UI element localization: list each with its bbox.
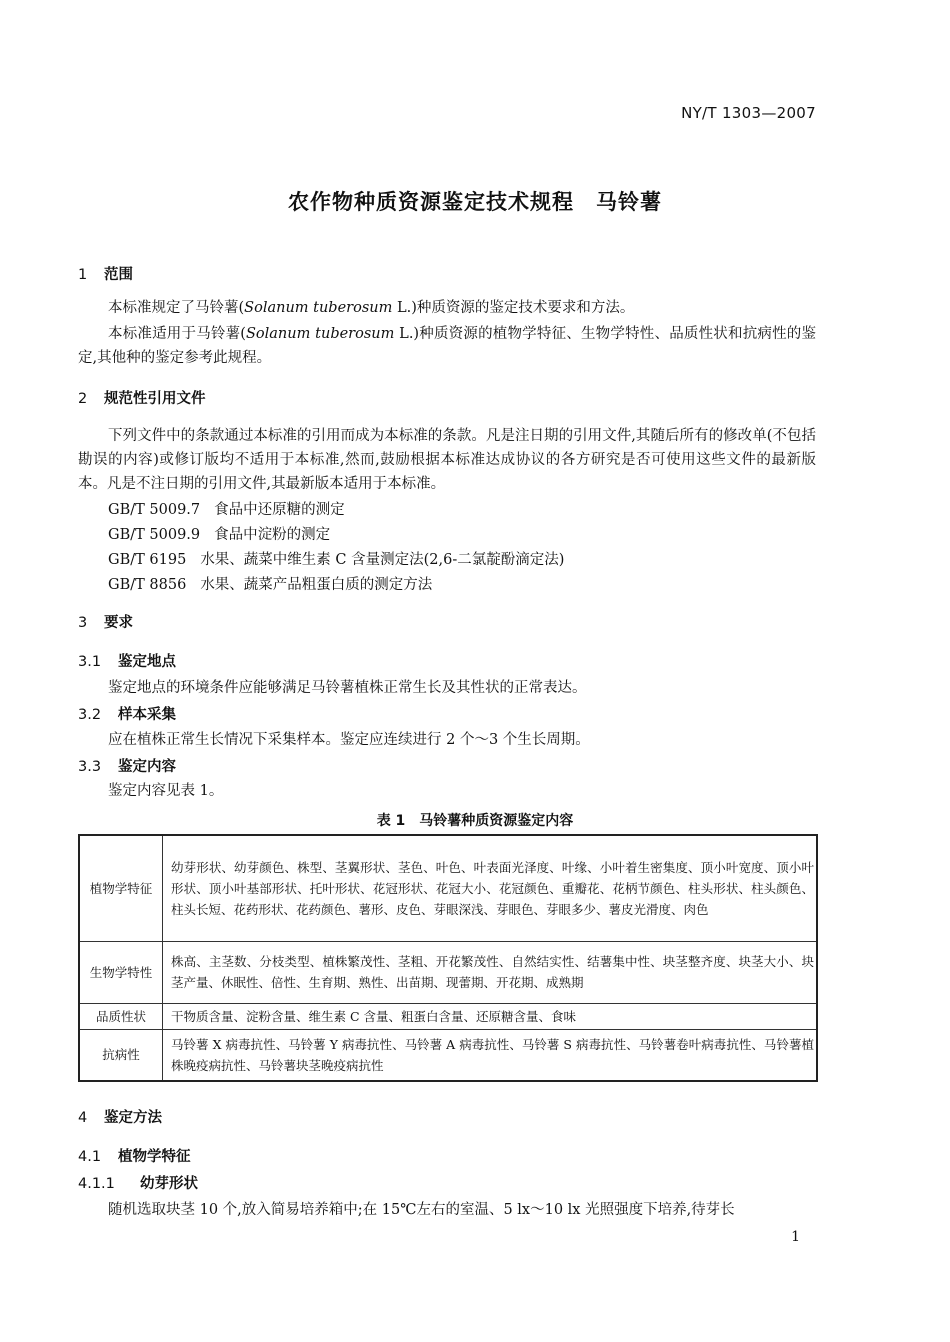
reference-code: GB/T 6195	[108, 552, 187, 568]
section-number: 2	[78, 391, 88, 407]
document-title: 农作物种质资源鉴定技术规程 马铃薯	[288, 190, 662, 214]
table-category-cell: 抗病性	[79, 1029, 163, 1081]
latin-name: Solanum tuberosum	[244, 300, 393, 316]
section-number: 1	[78, 267, 88, 283]
latin-name: Solanum tuberosum	[245, 326, 395, 342]
reference-item	[108, 548, 564, 569]
reference-name: 食品中淀粉的测定	[214, 527, 331, 543]
reference-code: GB/T 5009.7	[108, 502, 201, 518]
subsection-3-1-heading	[78, 650, 176, 671]
subsection-title: 样本采集	[118, 707, 176, 723]
reference-name: 水果、蔬菜中维生素 C 含量测定法(2,6-二氯靛酚滴定法)	[200, 552, 565, 568]
reference-name: 食品中还原糖的测定	[214, 502, 345, 518]
section-title: 规范性引用文件	[104, 391, 206, 407]
subsection-number: 3.1	[78, 654, 102, 670]
section-number: 4	[78, 1110, 88, 1126]
references-intro: 下列文件中的条款通过本标准的引用而成为本标准的条款。凡是注日期的引用文件,其随后所有的修改单(不包括勘误的内容)或修订版均不适用于本标准,然而,鼓励根据本标准达成协议的各方研究是否可使用这些文件的最新版本。凡是不注日期的引用文件,其最新版本适用于本标准。	[78, 428, 816, 492]
page-number: 1	[791, 1229, 800, 1245]
subsection-3-1-text: 鉴定地点的环境条件应能够满足马铃薯植株正常生长及其性状的正常表达。	[108, 680, 587, 696]
table-items-cell: 干物质含量、淀粉含量、维生素 C 含量、粗蛋白含量、还原糖含量、食味	[163, 1003, 818, 1029]
section-number: 3	[78, 615, 88, 631]
reference-name: 水果、蔬菜产品粗蛋白质的测定方法	[200, 577, 433, 593]
table-row	[79, 1029, 817, 1081]
subsection-title: 鉴定地点	[118, 654, 176, 670]
table-category-cell: 品质性状	[79, 1003, 163, 1029]
subsection-4-1-1-heading	[78, 1172, 198, 1193]
subsection-title: 鉴定内容	[118, 759, 176, 775]
subsection-3-3-text: 鉴定内容见表 1。	[108, 783, 224, 799]
subsection-title: 植物学特征	[118, 1149, 191, 1165]
subsection-4-1-heading	[78, 1145, 191, 1166]
table-category-cell: 植物学特征	[79, 835, 163, 941]
subsection-number: 4.1	[78, 1149, 102, 1165]
reference-code: GB/T 5009.9	[108, 527, 201, 543]
table-row	[79, 941, 817, 1003]
table-row	[79, 1003, 817, 1029]
section-title: 要求	[104, 615, 133, 631]
table-items-cell: 幼芽形状、幼芽颜色、株型、茎翼形状、茎色、叶色、叶表面光泽度、叶缘、小叶着生密集度、顶小叶宽度、顶小叶形状、顶小叶基部形状、托叶形状、花冠形状、花冠大小、花冠颜色、重瓣花、花柄节颜色、柱头形状、柱头颜色、柱头长短、花药形状、花药颜色、薯形、皮色、芽眼深浅、芽眼色、芽眼多少、薯皮光滑度、肉色	[163, 835, 818, 941]
table-items-cell: 马铃薯 X 病毒抗性、马铃薯 Y 病毒抗性、马铃薯 A 病毒抗性、马铃薯 S 病毒抗性、马铃薯卷叶病毒抗性、马铃薯植株晚疫病抗性、马铃薯块茎晚疫病抗性	[163, 1029, 818, 1081]
section-4-heading	[78, 1106, 162, 1127]
table-row	[79, 835, 817, 941]
subsection-number: 4.1.1	[78, 1176, 115, 1192]
section-title: 范围	[104, 267, 133, 283]
reference-item	[108, 498, 345, 519]
table-items-cell: 株高、主茎数、分枝类型、植株繁茂性、茎粗、开花繁茂性、自然结实性、结薯集中性、块茎整齐度、块茎大小、块茎产量、休眠性、倍性、生育期、熟性、出苗期、现蕾期、开花期、成熟期	[163, 941, 818, 1003]
subsection-number: 3.3	[78, 759, 102, 775]
subsection-number: 3.2	[78, 707, 102, 723]
reference-item	[108, 523, 330, 544]
scope-paragraph-2: 本标准适用于马铃薯(Solanum tuberosum L.)种质资源的植物学特征、生物学特性、品质性状和抗病性的鉴定,其他种的鉴定参考此规程。	[78, 326, 816, 366]
subsection-3-2-text: 应在植株正常生长情况下采集样本。鉴定应连续进行 2 个～3 个生长周期。	[108, 732, 590, 748]
evaluation-content-table	[78, 834, 818, 1082]
section-3-heading	[78, 611, 133, 632]
section-title: 鉴定方法	[104, 1110, 162, 1126]
section-1-heading	[78, 263, 133, 284]
section-2-heading	[78, 387, 206, 408]
table-caption: 表 1 马铃薯种质资源鉴定内容	[376, 813, 574, 829]
table-category-cell: 生物学特性	[79, 941, 163, 1003]
scope-paragraph-1: 本标准规定了马铃薯(Solanum tuberosum L.)种质资源的鉴定技术要求和方法。	[108, 300, 635, 316]
subsection-title: 幼芽形状	[140, 1176, 198, 1192]
reference-code: GB/T 8856	[108, 577, 187, 593]
subsection-4-1-1-text: 随机选取块茎 10 个,放入简易培养箱中;在 15℃左右的室温、5 lx～10 lx 光照强度下培养,待芽长	[108, 1202, 735, 1218]
reference-item	[108, 573, 432, 594]
subsection-3-2-heading	[78, 703, 176, 724]
standard-number: NY/T 1303—2007	[681, 104, 816, 122]
subsection-3-3-heading	[78, 755, 176, 776]
